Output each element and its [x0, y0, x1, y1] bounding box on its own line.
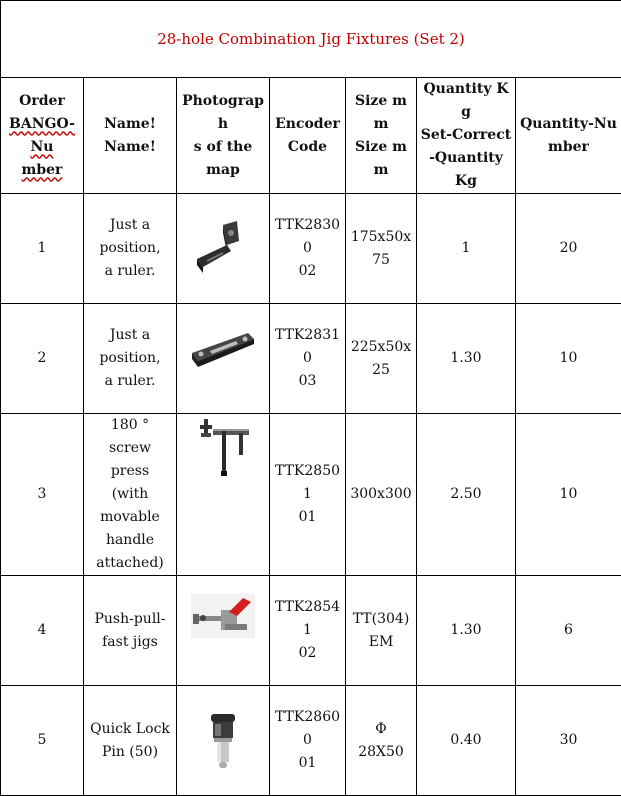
- cell-qty: 10: [516, 414, 621, 576]
- header-photo: Photograph s of the map: [177, 78, 270, 194]
- cell-name: Just a position, a ruler.: [84, 194, 177, 304]
- cell-size: TT(304) EM: [346, 576, 417, 686]
- cell-code: TTK28600 01: [270, 686, 346, 796]
- cell-weight: 1.30: [417, 304, 516, 414]
- header-qty: Quantity-Nu mber: [516, 78, 621, 194]
- cell-code: TTK28501 01: [270, 414, 346, 576]
- table-row: [1, 414, 621, 576]
- table-row: [1, 576, 621, 686]
- slotted-plate-icon: [190, 331, 256, 369]
- cell-order: 3: [1, 414, 84, 576]
- cell-size: 300x300: [346, 414, 417, 576]
- cell-code: TTK28300 02: [270, 194, 346, 304]
- cell-weight: 0.40: [417, 686, 516, 796]
- cell-name: Quick Lock Pin (50): [84, 686, 177, 796]
- cell-code: TTK28310 03: [270, 304, 346, 414]
- header-name: Name! Name!: [84, 78, 177, 194]
- cell-code: TTK28541 02: [270, 576, 346, 686]
- cell-order: 1: [1, 194, 84, 304]
- cell-qty: 6: [516, 576, 621, 686]
- cell-qty: 30: [516, 686, 621, 796]
- cell-photo: [177, 194, 270, 304]
- toggle-clamp-icon: [191, 594, 255, 638]
- cell-name: Just a position, a ruler.: [84, 304, 177, 414]
- cell-qty: 20: [516, 194, 621, 304]
- header-code: Encoder Code: [270, 78, 346, 194]
- cell-weight: 1: [417, 194, 516, 304]
- screw-press-icon: [195, 415, 251, 477]
- cell-order: 4: [1, 576, 84, 686]
- cell-size: 225x50x 25: [346, 304, 417, 414]
- cell-size: Φ 28X50: [346, 686, 417, 796]
- header-weight: Quantity Kg Set-Correct -Quantity Kg: [417, 78, 516, 194]
- header-order: Order BANGO-Nu mber: [1, 78, 84, 194]
- cell-photo: [177, 304, 270, 414]
- cell-weight: 2.50: [417, 414, 516, 576]
- header-row: [1, 78, 621, 194]
- cell-photo: [177, 414, 270, 576]
- angle-bracket-icon: [193, 221, 253, 277]
- cell-photo: [177, 576, 270, 686]
- cell-name: Push-pull- fast jigs: [84, 576, 177, 686]
- cell-qty: 10: [516, 304, 621, 414]
- cell-name: 180 ° screw press (with movable handle attached): [84, 414, 177, 576]
- table-title: 28-hole Combination Jig Fixtures (Set 2): [1, 1, 621, 78]
- table-row: [1, 686, 621, 796]
- table-row: [1, 304, 621, 414]
- header-size: Size mm Size mm: [346, 78, 417, 194]
- cell-photo: [177, 686, 270, 796]
- cell-size: 175x50x 75: [346, 194, 417, 304]
- lock-pin-icon: [203, 712, 243, 770]
- cell-order: 2: [1, 304, 84, 414]
- cell-order: 5: [1, 686, 84, 796]
- cell-weight: 1.30: [417, 576, 516, 686]
- table-row: [1, 194, 621, 304]
